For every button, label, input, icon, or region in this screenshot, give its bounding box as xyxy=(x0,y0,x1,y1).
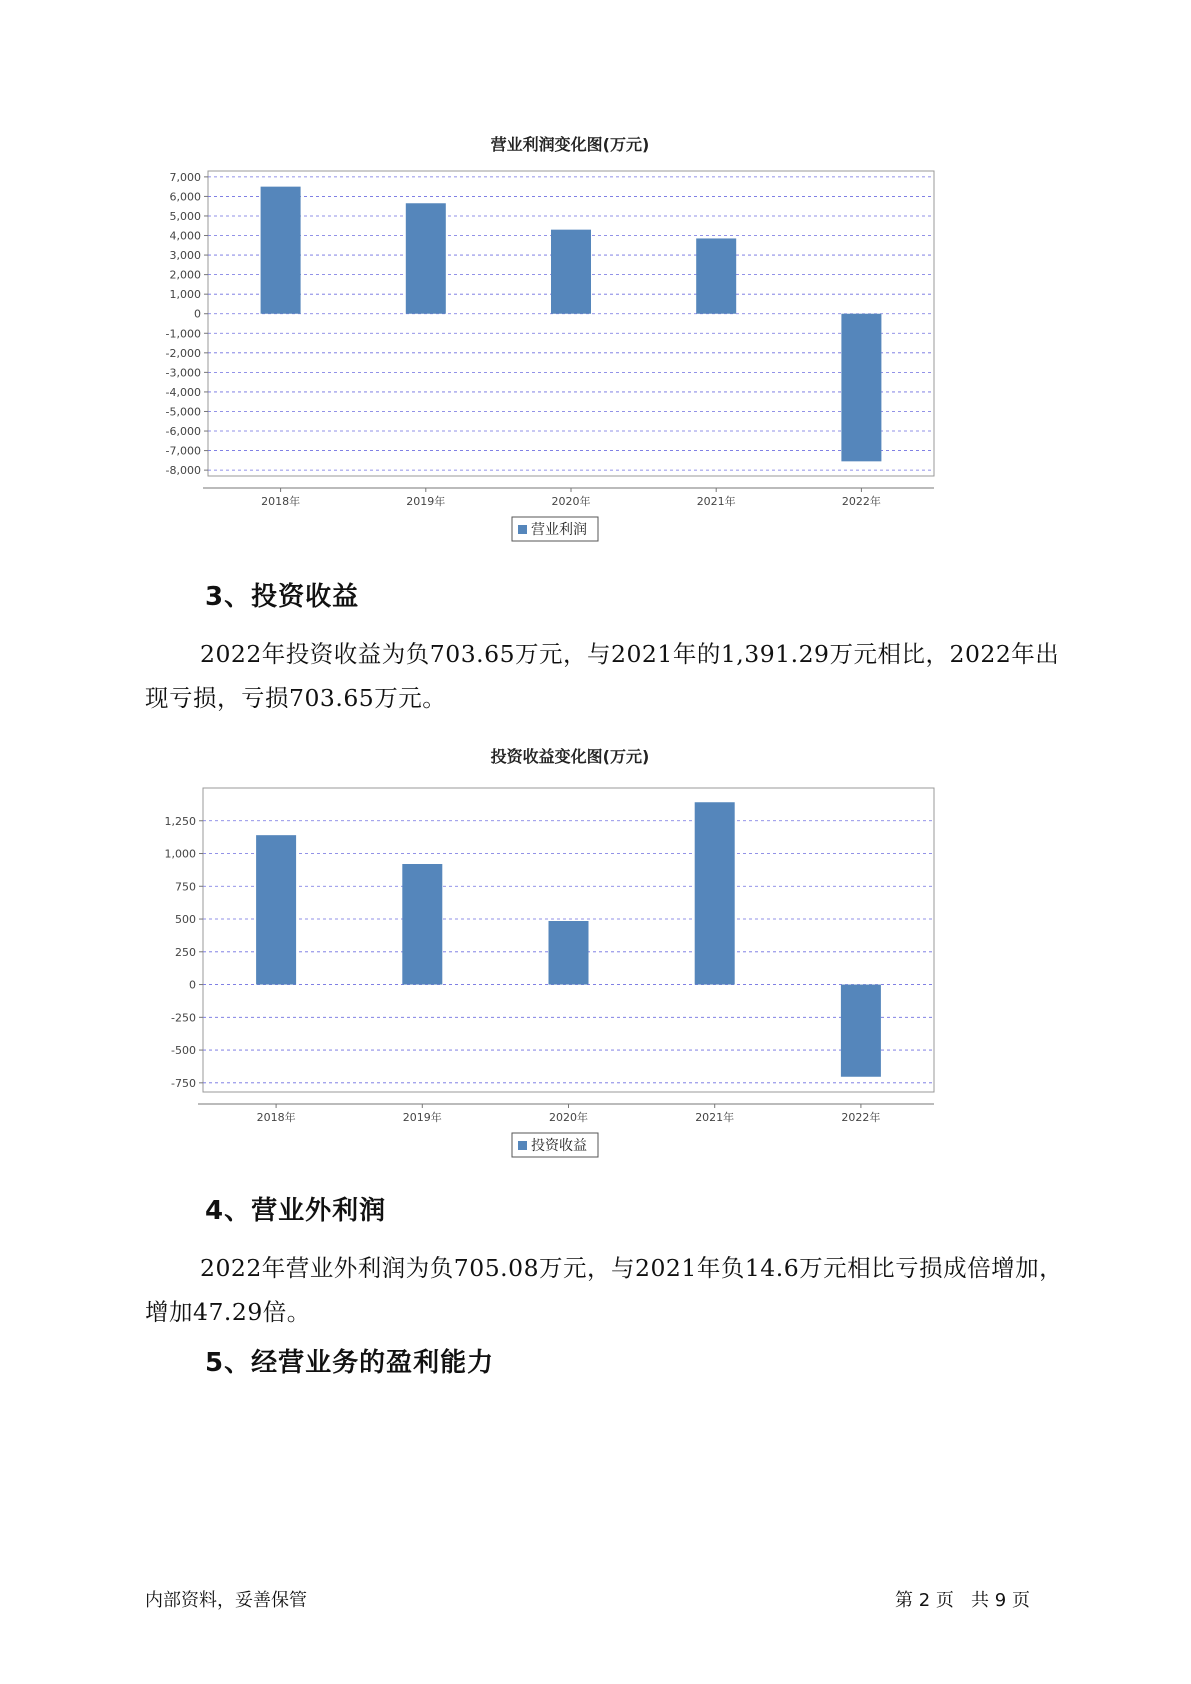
legend-swatch xyxy=(518,1141,527,1150)
plot-area xyxy=(208,171,934,476)
footer-page-number: 第 2 页 共 9 页 xyxy=(895,1590,1030,1611)
y-tick-label: 1,250 xyxy=(164,814,196,828)
y-tick-label: 3,000 xyxy=(169,249,201,263)
footer-confidential-note: 内部资料，妥善保管 xyxy=(145,1590,307,1611)
bar xyxy=(261,187,301,314)
y-tick-label: 1,000 xyxy=(169,288,201,302)
operating-profit-chart-svg xyxy=(150,130,1020,550)
bar xyxy=(551,230,591,314)
y-tick-label: -500 xyxy=(171,1044,196,1058)
operating-profit-chart xyxy=(150,130,1020,550)
bar xyxy=(256,835,296,984)
x-tick-label: 2019年 xyxy=(402,1111,442,1124)
y-tick-label: 750 xyxy=(175,880,196,894)
investment-income-chart xyxy=(150,742,1020,1162)
section-3-heading: 3、投资收益 xyxy=(205,582,360,612)
y-tick-label: -5,000 xyxy=(165,405,201,419)
y-tick-label: -3,000 xyxy=(165,366,201,380)
bar xyxy=(695,802,735,984)
x-tick-label: 2022年 xyxy=(841,1111,881,1124)
legend-swatch xyxy=(518,525,527,534)
chart-title: 投资收益变化图(万元) xyxy=(490,747,650,766)
y-tick-label: -1,000 xyxy=(165,327,201,341)
y-tick-label: -750 xyxy=(171,1076,196,1090)
x-tick-label: 2021年 xyxy=(695,1111,735,1124)
section-4-paragraph: 2022年营业外利润为负705.08万元，与2021年负14.6万元相比亏损成倍增加，增加47.29倍。 xyxy=(145,1254,1064,1326)
investment-income-chart-svg xyxy=(150,742,1020,1162)
y-tick-label: 1,000 xyxy=(164,847,196,861)
y-tick-label: 250 xyxy=(175,945,196,959)
chart-title: 营业利润变化图(万元) xyxy=(490,135,650,154)
y-tick-label: 500 xyxy=(175,913,196,927)
x-tick-label: 2020年 xyxy=(551,495,591,508)
y-tick-label: 0 xyxy=(194,307,201,321)
legend-label: 投资收益 xyxy=(531,1138,587,1154)
bar xyxy=(549,921,589,985)
y-tick-label: -250 xyxy=(171,1011,196,1025)
x-tick-label: 2018年 xyxy=(261,495,301,508)
x-tick-label: 2019年 xyxy=(406,495,446,508)
section-4-heading: 4、营业外利润 xyxy=(205,1196,387,1226)
bar xyxy=(406,203,446,313)
y-tick-label: -4,000 xyxy=(165,385,201,399)
x-tick-label: 2021年 xyxy=(696,495,736,508)
y-tick-label: 6,000 xyxy=(169,190,201,204)
y-tick-label: -2,000 xyxy=(165,346,201,360)
y-tick-label: 0 xyxy=(189,978,196,992)
y-tick-label: 5,000 xyxy=(169,209,201,223)
y-tick-label: 2,000 xyxy=(169,268,201,282)
y-tick-label: -7,000 xyxy=(165,444,201,458)
x-tick-label: 2022年 xyxy=(841,495,881,508)
x-tick-label: 2020年 xyxy=(549,1111,588,1124)
y-tick-label: 4,000 xyxy=(169,229,201,243)
bar xyxy=(841,314,881,462)
y-tick-label: -8,000 xyxy=(165,464,201,478)
y-tick-label: -6,000 xyxy=(165,425,201,439)
bar xyxy=(696,238,736,313)
legend-label: 营业利润 xyxy=(531,522,587,538)
section-3-paragraph: 2022年投资收益为负703.65万元，与2021年的1,391.29万元相比，2022年出现亏损，亏损703.65万元。 xyxy=(145,640,1060,712)
x-tick-label: 2018年 xyxy=(256,1111,296,1124)
bar xyxy=(841,985,881,1077)
y-tick-label: 7,000 xyxy=(169,170,201,184)
section-5-heading: 5、经营业务的盈利能力 xyxy=(205,1348,495,1378)
bar xyxy=(402,864,442,985)
